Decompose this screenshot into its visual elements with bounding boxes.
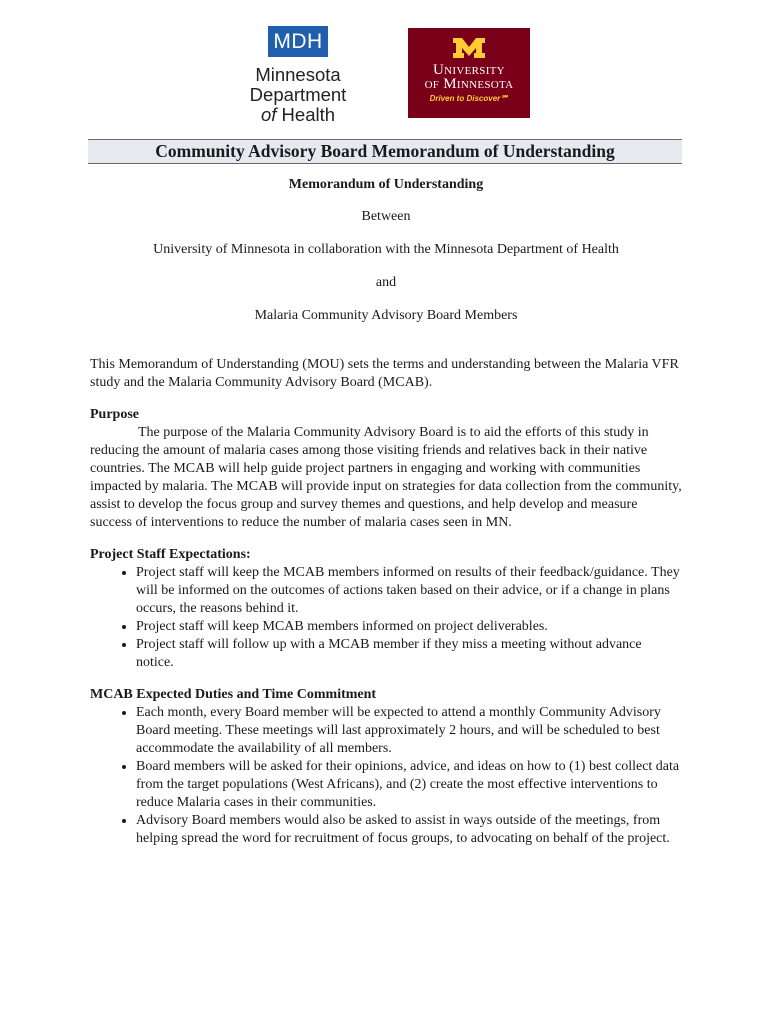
mdh-line-3 <box>236 105 360 125</box>
umn-logo <box>408 28 530 118</box>
logo-header <box>0 0 770 140</box>
list-item: • Advisory Board members would also be asked to assist in ways outside of the meetings, from helping spread the word for recruitment of focus groups, to advocating on behalf of the project. <box>136 812 682 848</box>
umn-name <box>408 63 530 91</box>
mdh-line-3-rest: Health <box>276 104 336 125</box>
umn-line-1: University <box>433 62 505 78</box>
purpose-heading: Purpose <box>90 407 139 422</box>
party-one: University of Minnesota in collaboration with the Minnesota Department of Health <box>153 242 619 257</box>
mdh-line-1: Minnesota <box>255 64 341 85</box>
intro-paragraph: This Memorandum of Understanding (MOU) sets the terms and understanding between the Malaria VFR study and the Malaria Community Advisory Board (MCAB). <box>90 357 679 390</box>
mdh-line-3-prefix: of <box>260 104 277 125</box>
list-item: • Project staff will keep MCAB members informed on project deliverables. <box>136 618 682 636</box>
duties-list <box>90 704 682 848</box>
list-item: • Board members will be asked for their opinions, advice, and ideas on how to (1) best collect data from the target populations (West Africans), and (2) create the most effective interventions to reduce Malaria cases in their communities. <box>136 758 682 812</box>
mdh-abbrev: MDH <box>268 26 327 57</box>
list-item: • Each month, every Board member will be expected to attend a monthly Community Advisory Board meeting. These meetings will last approximately 2 hours, and will be scheduled to best accommodate the availability of all members. <box>136 704 682 758</box>
document-body <box>90 176 682 862</box>
list-item: • Project staff will follow up with a MCAB member if they miss a meeting without advance notice. <box>136 636 682 672</box>
between-text: Between <box>361 209 411 224</box>
mdh-name <box>236 65 360 125</box>
and-text: and <box>375 275 397 290</box>
duties-heading: MCAB Expected Duties and Time Commitment <box>90 687 377 702</box>
party-two: Malaria Community Advisory Board Members <box>254 308 518 323</box>
staff-list <box>90 564 682 672</box>
staff-heading: Project Staff Expectations: <box>90 547 251 562</box>
umn-m-icon <box>452 37 486 59</box>
mdh-line-2: Department <box>249 84 347 105</box>
list-item: • Project staff will keep the MCAB members informed on results of their feedback/guidance. They will be informed on the outcomes of actions taken based on their advice, or if a change in plans occurs, the reasons behind it. <box>136 564 682 618</box>
purpose-paragraph: The purpose of the Malaria Community Advisory Board is to aid the efforts of this study in reducing the amount of malaria cases among those visiting friends and relatives back in their native countries. The MCAB will help guide project partners in engaging and working with communities impacted by malaria. The MCAB will provide input on strategies for data collection from the community, assist to develop the focus group and survey themes and questions, and help develop and measure success of interventions to reduce the number of malaria cases seen in MN. <box>90 425 682 530</box>
memo-subtitle: Memorandum of Understanding <box>288 177 484 192</box>
umn-tagline: Driven to Discover℠ <box>429 94 509 103</box>
document-title: Community Advisory Board Memorandum of Understanding <box>88 139 682 164</box>
mdh-logo <box>236 26 360 125</box>
umn-line-2: of Minnesota <box>424 76 514 92</box>
